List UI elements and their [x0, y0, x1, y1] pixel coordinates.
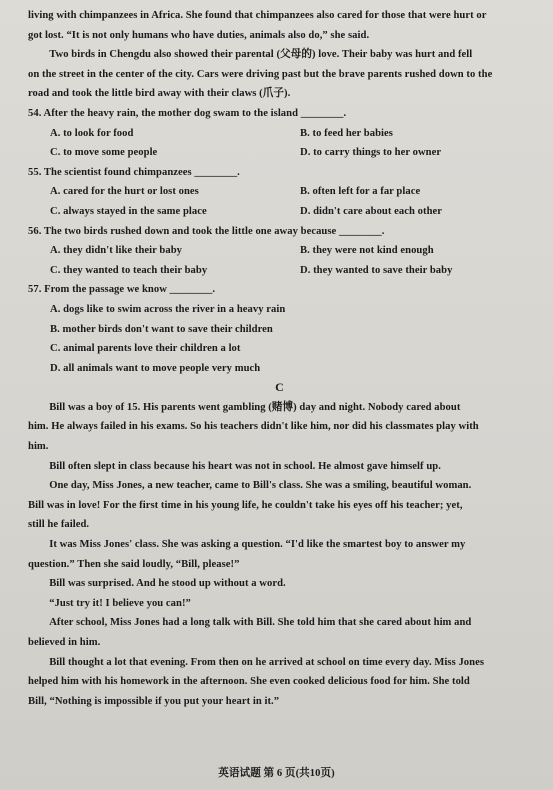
- passage-line: Bill was surprised. And he stood up without a word.: [49, 578, 286, 590]
- option-list: [28, 300, 531, 378]
- question-stem: 54. After the heavy rain, the mother dog swam to the island ________.: [28, 107, 347, 119]
- option-c: C. they wanted to teach their baby: [50, 264, 208, 276]
- passage-line: It was Miss Jones' class. She was asking a question. “I'd like the smartest boy to answer my: [49, 539, 466, 551]
- passage-line: believed in him.: [28, 637, 101, 648]
- option-list: [28, 182, 531, 221]
- passage-line: road and took the little bird away with their claws (爪子).: [28, 88, 291, 100]
- option-a: A. to look for food: [50, 127, 134, 139]
- question-stem: 56. The two birds rushed down and took the little one away because ________.: [28, 225, 385, 237]
- option-d: D. didn't care about each other: [300, 205, 443, 217]
- question-55: [28, 163, 531, 222]
- passage-line: “Just try it! I believe you can!”: [49, 597, 191, 609]
- option-b: B. often left for a far place: [300, 186, 421, 198]
- question-stem: 55. The scientist found chimpanzees ________.: [28, 166, 240, 178]
- option-b: B. they were not kind enough: [300, 245, 434, 257]
- option-a: A. cared for the hurt or lost ones: [50, 186, 199, 198]
- option-d: D. they wanted to save their baby: [300, 264, 453, 276]
- passage-line: One day, Miss Jones, a new teacher, came to Bill's class. She was a smiling, beautiful woman.: [49, 480, 472, 492]
- passage-line: question.” Then she said loudly, “Bill, please!”: [28, 558, 240, 570]
- passage-line: got lost. “It is not only humans who have duties, animals also do,” she said.: [28, 29, 370, 41]
- passage-line: Bill, “Nothing is impossible if you put your heart in it.”: [28, 695, 280, 707]
- question-stem: 57. From the passage we know ________.: [28, 284, 216, 296]
- passage-line: Two birds in Chengdu also showed their parental (父母的) love. Their baby was hurt and fell: [49, 49, 473, 61]
- question-56: [28, 222, 531, 281]
- option-b: B. to feed her babies: [300, 127, 393, 139]
- passage-b-continued: [28, 6, 531, 104]
- section-c-heading: C: [275, 380, 284, 395]
- option-list: [28, 241, 531, 280]
- option-b: B. mother birds don't want to save their children: [50, 323, 273, 335]
- option-d: D. all animals want to move people very much: [50, 362, 261, 374]
- passage-line: him. He always failed in his exams. So his teachers didn't like him, nor did his classmates play with: [28, 421, 479, 433]
- question-57: [28, 280, 531, 378]
- option-c: C. to move some people: [50, 147, 158, 159]
- passage-line: on the street in the center of the city. Cars were driving past but the brave parents rushed down to the: [28, 68, 493, 80]
- option-a: A. they didn't like their baby: [50, 245, 182, 257]
- passage-line: Bill was a boy of 15. His parents went gambling (赌博) day and night. Nobody cared about: [49, 401, 461, 413]
- passage-line: still he failed.: [28, 519, 90, 531]
- question-54: [28, 104, 531, 163]
- passage-line: After school, Miss Jones had a long talk with Bill. She told him that she cared about him and: [49, 617, 472, 629]
- passage-line: living with chimpanzees in Africa. She found that chimpanzees also cared for those that were hurt or: [28, 10, 487, 21]
- passage-line: Bill often slept in class because his heart was not in school. He almost gave himself up.: [49, 460, 441, 472]
- option-c: C. animal parents love their children a lot: [50, 343, 241, 355]
- option-list: [28, 124, 531, 163]
- passage-line: him.: [28, 441, 49, 453]
- passage-line: helped him with his homework in the afternoon. She even cooked delicious food for him. She told: [28, 676, 470, 688]
- option-c: C. always stayed in the same place: [50, 205, 207, 217]
- page-footer: 英语试题 第 6 页(共10页): [218, 768, 335, 780]
- passage-c: [28, 398, 531, 712]
- option-a: A. dogs like to swim across the river in a heavy rain: [50, 303, 286, 315]
- option-d: D. to carry things to her owner: [300, 147, 442, 159]
- passage-line: Bill was in love! For the first time in his young life, he couldn't take his eyes off his teacher; yet,: [28, 499, 463, 511]
- passage-line: Bill thought a lot that evening. From then on he arrived at school on time every day. Miss Jones: [49, 656, 485, 668]
